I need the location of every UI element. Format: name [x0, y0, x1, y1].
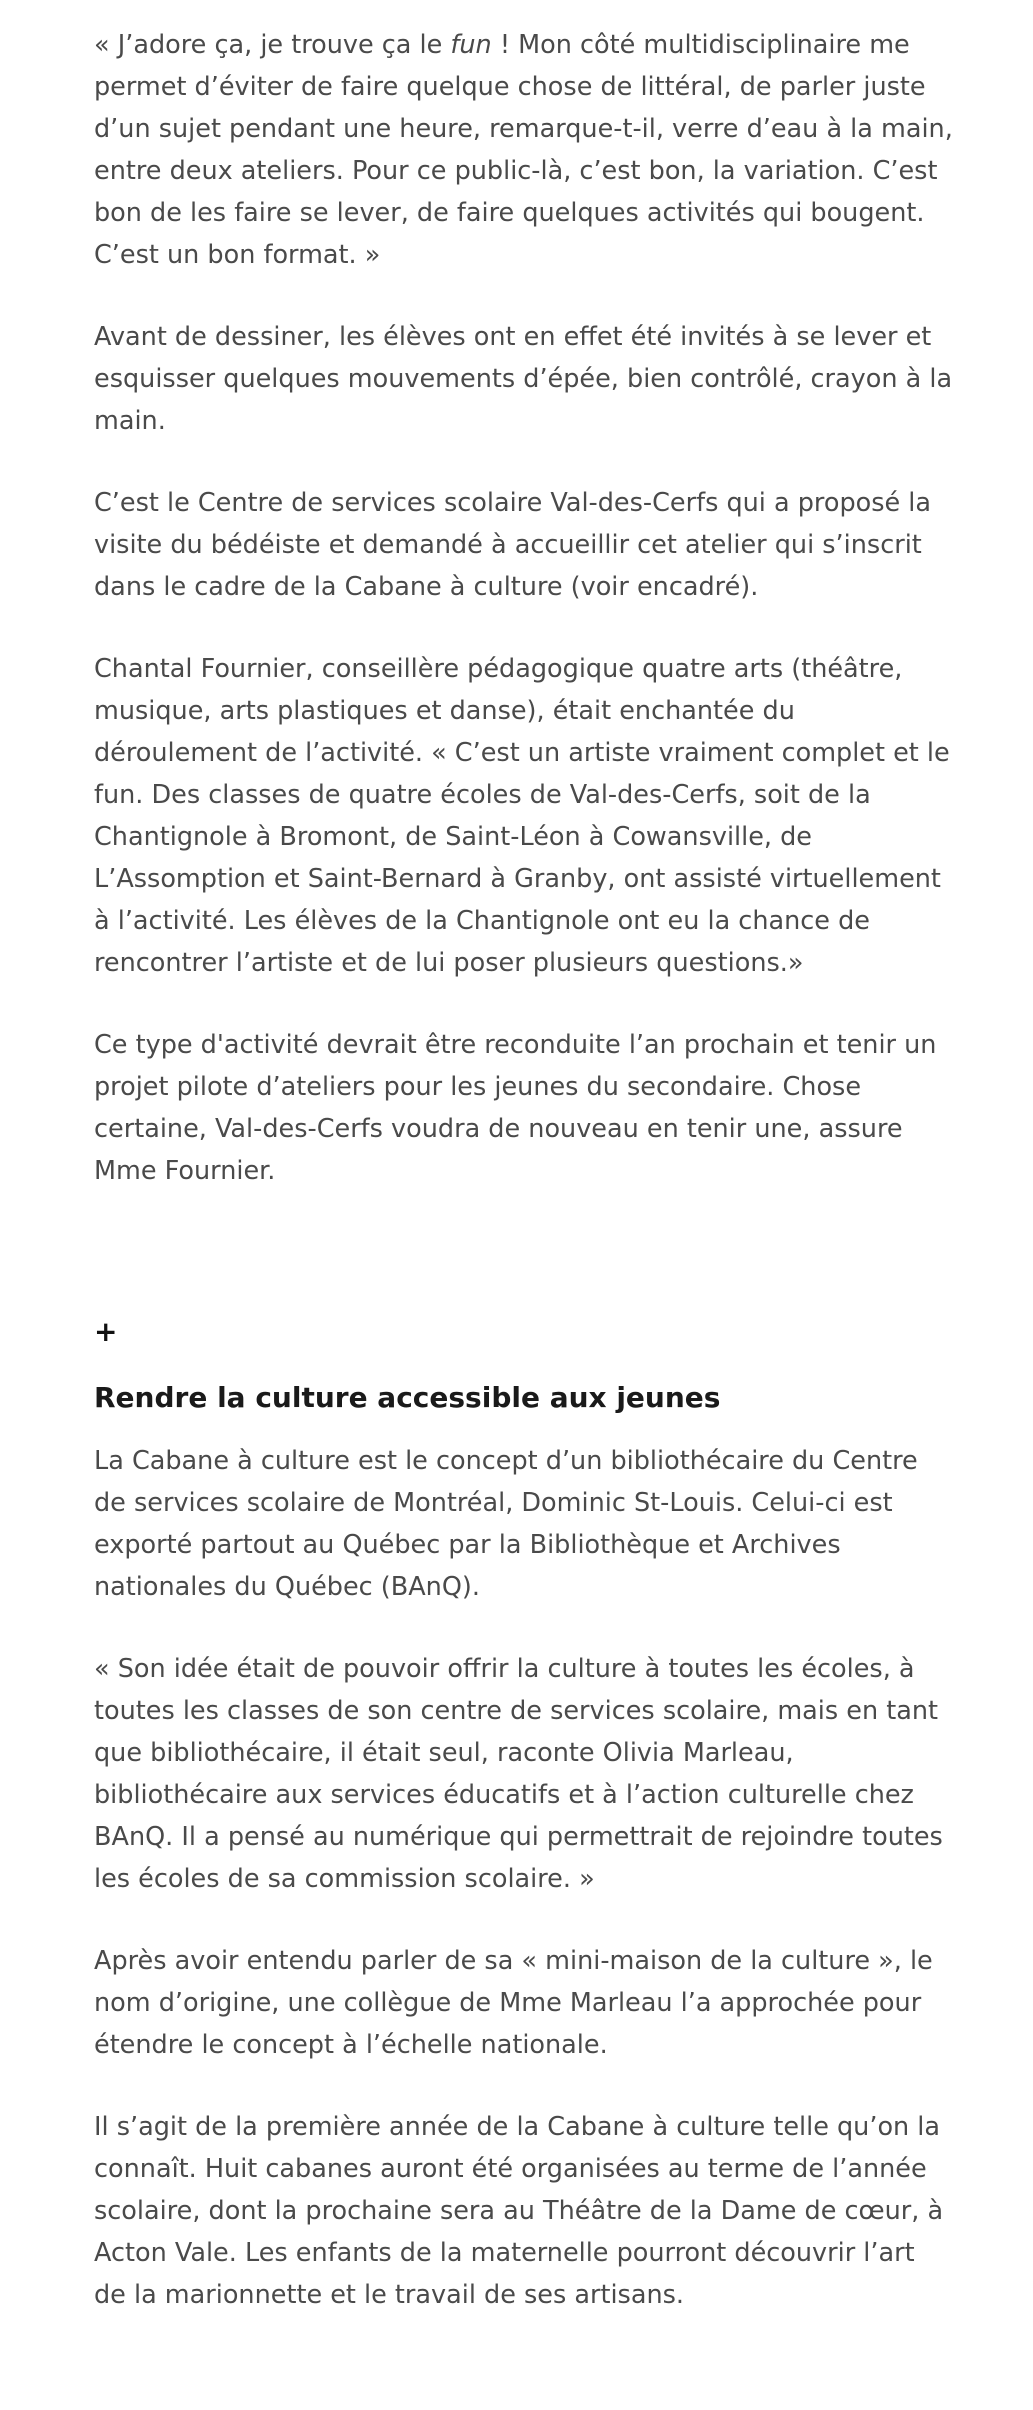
box-paragraph: Après avoir entendu parler de sa « mini-maison de la culture », le nom d’origine, une collègue de Mme Marleau l’a approchée pour étendre le concept à l’échelle nationale. — [94, 1946, 933, 2060]
sidebar-box — [94, 1315, 954, 2356]
plus-icon: + — [94, 1315, 118, 1348]
box-title: Rendre la culture accessible aux jeunes — [94, 1381, 721, 1414]
paragraph: C’est le Centre de services scolaire Val-des-Cerfs qui a proposé la visite du bédéiste et demandé à accueillir cet atelier qui s’inscrit dans le cadre de la Cabane à culture (voir encadré). — [94, 488, 932, 602]
paragraph-text: ! Mon côté multidisciplinaire me permet d’éviter de faire quelque chose de littéral, de parler juste d’un sujet pendant une heure, remarque-t-il, verre d’eau à la main, entre deux ateliers. Pour ce public-là, c’est bon, la variation. C’est bon de les faire se lever, de faire quelques activités qui bougent. C’est un bon format. » — [94, 30, 953, 270]
article-body — [94, 24, 954, 1232]
paragraph-text: « J’adore ça, je trouve ça le — [94, 30, 451, 60]
box-paragraph: Il s’agit de la première année de la Cabane à culture telle qu’on la connaît. Huit cabanes auront été organisées au terme de l’année scolaire, dont la prochaine sera au Théâtre de la Dame de cœur, à Acton Vale. Les enfants de la maternelle pourront découvrir l’art de la marionnette et le travail de ses artisans. — [94, 2112, 944, 2310]
paragraph-quote — [94, 24, 954, 276]
paragraph: Chantal Fournier, conseillère pédagogique quatre arts (théâtre, musique, arts plastiques et danse), était enchantée du déroulement de l’activité. « C’est un artiste vraiment complet et le fun. Des classes de quatre écoles de Val-des-Cerfs, soit de la Chantignole à Bromont, de Saint-Léon à Cowansville, de L’Assomption et Saint-Bernard à Granby, ont assisté virtuellement à l’activité. Les élèves de la Chantignole ont eu la chance de rencontrer l’artiste et de lui poser plusieurs questions.» — [94, 654, 950, 978]
paragraph: Avant de dessiner, les élèves ont en effet été invités à se lever et esquisser quelques mouvements d’épée, bien contrôlé, crayon à la main. — [94, 322, 953, 436]
emphasis-fun: fun — [450, 30, 492, 60]
paragraph: Ce type d'activité devrait être reconduite l’an prochain et tenir un projet pilote d’ateliers pour les jeunes du secondaire. Chose certaine, Val-des-Cerfs voudra de nouveau en tenir une, assure Mme Fournier. — [94, 1030, 937, 1186]
box-paragraph: « Son idée était de pouvoir offrir la culture à toutes les écoles, à toutes les classes de son centre de services scolaire, mais en tant que bibliothécaire, il était seul, raconte Olivia Marleau, bibliothécaire aux services éducatifs et à l’action culturelle chez BAnQ. Il a pensé au numérique qui permettrait de rejoindre toutes les écoles de sa commission scolaire. » — [94, 1654, 943, 1894]
box-paragraph: La Cabane à culture est le concept d’un bibliothécaire du Centre de services scolaire de Montréal, Dominic St-Louis. Celui-ci est exporté partout au Québec par la Bibliothèque et Archives nationales du Québec (BAnQ). — [94, 1446, 918, 1602]
